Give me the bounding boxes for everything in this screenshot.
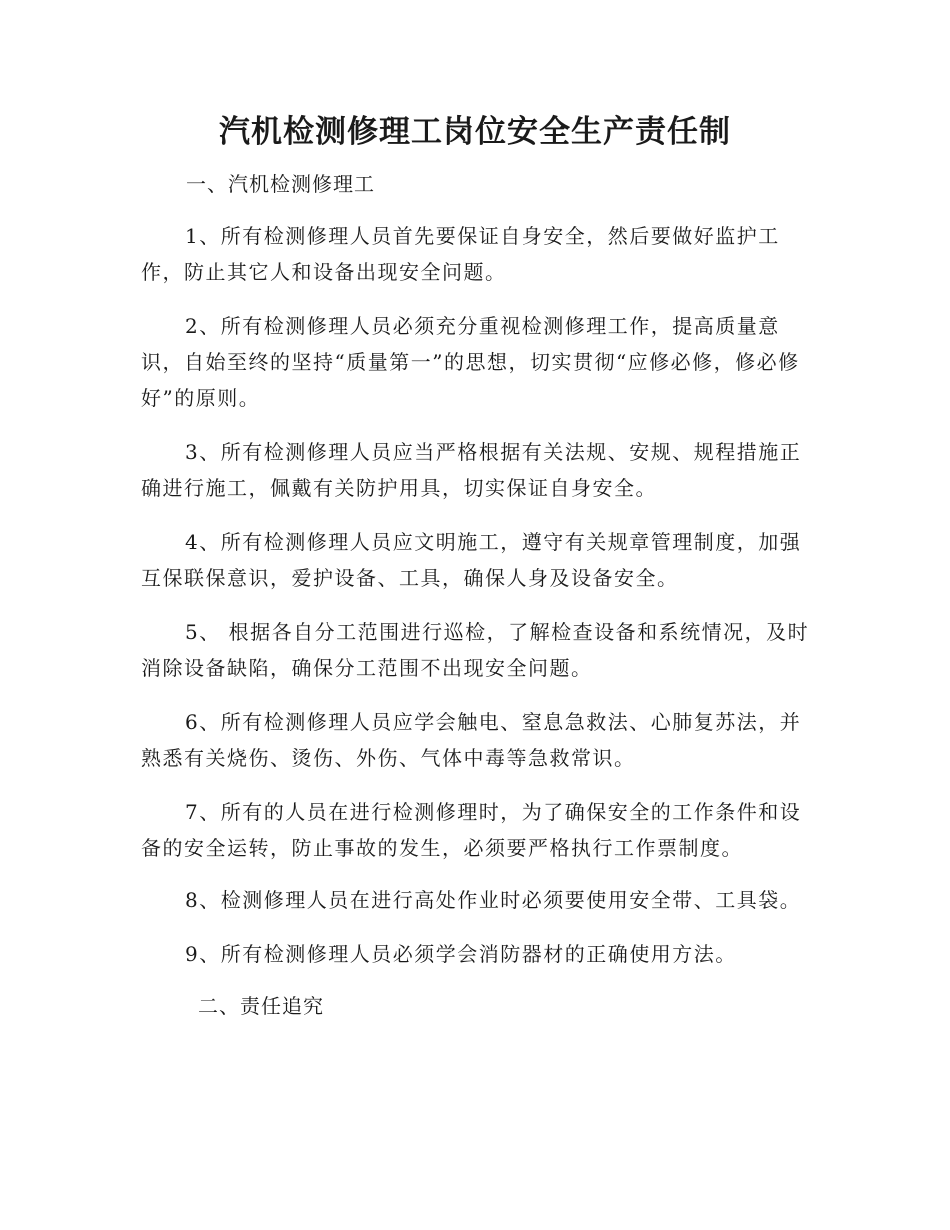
- section-heading-2: 二、责任追究: [198, 994, 324, 1018]
- list-item: 5、 根据各自分工范围进行巡检，了解检查设备和系统情况，及时消除设备缺陷，确保分工范围不出现安全问题。: [141, 620, 810, 680]
- list-item: 3、所有检测修理人员应当严格根据有关法规、安规、规程措施正确进行施工，佩戴有关防护用具，切实保证自身安全。: [141, 440, 802, 500]
- list-item: 2、所有检测修理人员必须充分重视检测修理工作，提高质量意识，自始至终的坚持“质量第一”的思想，切实贯彻“应修必修，修必修好”的原则。: [141, 314, 800, 410]
- list-item: 7、所有的人员在进行检测修理时，为了确保安全的工作条件和设备的安全运转，防止事故的发生，必须要严格执行工作票制度。: [141, 800, 802, 860]
- section-heading-1: 一、汽机检测修理工: [186, 172, 375, 196]
- list-item: 4、所有检测修理人员应文明施工，遵守有关规章管理制度，加强互保联保意识，爱护设备、工具，确保人身及设备安全。: [141, 530, 802, 590]
- document-title: 汽机检测修理工岗位安全生产责任制: [219, 114, 731, 150]
- list-item: 6、所有检测修理人员应学会触电、窒息急救法、心肺复苏法，并熟悉有关烧伤、烫伤、外伤、气体中毒等急救常识。: [141, 710, 802, 770]
- list-item: 9、所有检测修理人员必须学会消防器材的正确使用方法。: [185, 942, 737, 966]
- list-item: 8、检测修理人员在进行高处作业时必须要使用安全带、工具袋。: [185, 888, 802, 912]
- list-item: 1、所有检测修理人员首先要保证自身安全，然后要做好监护工作，防止其它人和设备出现安全问题。: [141, 224, 780, 284]
